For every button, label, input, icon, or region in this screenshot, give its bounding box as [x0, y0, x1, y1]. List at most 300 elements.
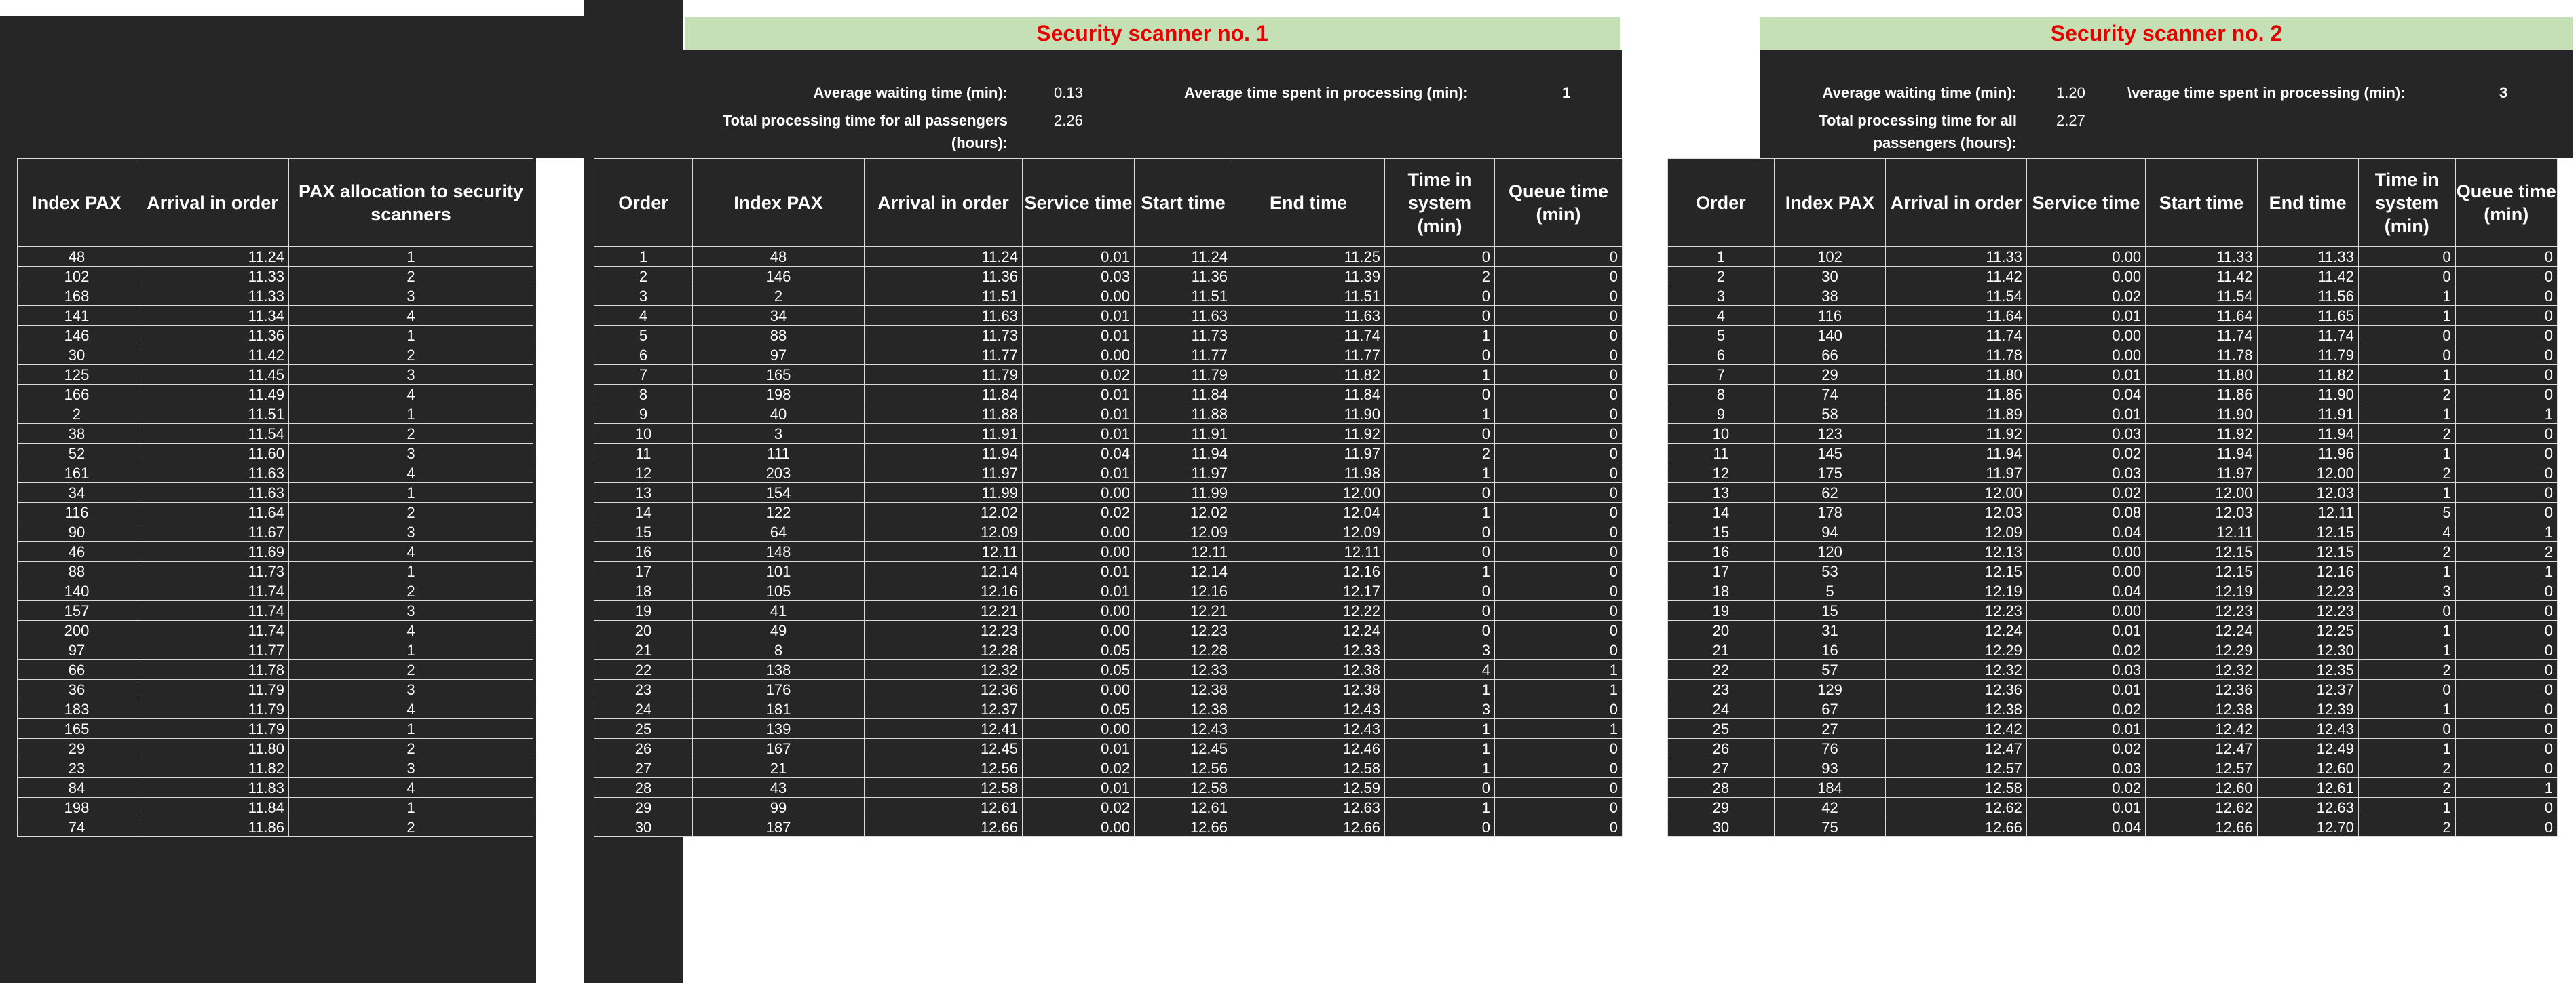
table-row: [1668, 601, 2558, 621]
table-cell: 12.56: [865, 758, 1023, 778]
table-cell: 0.03: [2026, 660, 2145, 680]
table-cell: 181: [693, 699, 865, 719]
table-cell: 1: [2358, 562, 2455, 581]
table-cell: 0: [2358, 247, 2455, 267]
table-cell: 97: [18, 640, 136, 660]
table-cell: 0: [1385, 542, 1495, 562]
table-cell: 52: [18, 444, 136, 463]
table-cell: 2: [289, 817, 533, 837]
table-cell: 0.02: [1023, 798, 1135, 817]
table-cell: 1: [2358, 404, 2455, 424]
table-cell: 21: [594, 640, 693, 660]
table-cell: 11.42: [1886, 267, 2027, 286]
table-cell: 15: [1668, 522, 1775, 542]
table-cell: 1: [2455, 522, 2557, 542]
table-cell: 11.74: [2257, 326, 2358, 345]
table-cell: 0.00: [1023, 522, 1135, 542]
table-cell: 11.74: [136, 601, 289, 621]
table-cell: 62: [1774, 483, 1885, 503]
table-cell: 11.97: [1886, 463, 2027, 483]
table-cell: 12: [594, 463, 693, 483]
table-cell: 203: [693, 463, 865, 483]
table-cell: 1: [1385, 739, 1495, 758]
table-cell: 14: [1668, 503, 1775, 522]
table-cell: 0: [1495, 326, 1623, 345]
table-cell: 11.24: [1135, 247, 1232, 267]
table-cell: 3: [1385, 699, 1495, 719]
table-cell: 0: [2455, 444, 2557, 463]
table-cell: 0.00: [1023, 601, 1135, 621]
table-cell: 0.01: [2026, 404, 2145, 424]
table-cell: 11.33: [2257, 247, 2358, 267]
table-row: [18, 365, 533, 385]
table-row: [1668, 798, 2558, 817]
table-cell: 12.47: [1886, 739, 2027, 758]
table-cell: 12.30: [2257, 640, 2358, 660]
table-cell: 12.38: [1886, 699, 2027, 719]
table-cell: 4: [289, 306, 533, 326]
table-cell: 11.36: [136, 326, 289, 345]
table-cell: 12.38: [1232, 660, 1385, 680]
table-cell: 12.11: [1135, 542, 1232, 562]
table-cell: 6: [594, 345, 693, 365]
table-cell: 11.42: [2146, 267, 2257, 286]
table-cell: 12.04: [1232, 503, 1385, 522]
table-cell: 0.00: [1023, 621, 1135, 640]
table-cell: 31: [1774, 621, 1885, 640]
table-cell: 12.03: [1886, 503, 2027, 522]
table-cell: 66: [18, 660, 136, 680]
table-cell: 1: [1385, 758, 1495, 778]
table-cell: 0.01: [1023, 581, 1135, 601]
table-cell: 0: [1495, 345, 1623, 365]
table-cell: 116: [18, 503, 136, 522]
table-cell: 0.02: [1023, 758, 1135, 778]
table-cell: 0.01: [1023, 778, 1135, 798]
table-cell: 0: [2455, 385, 2557, 404]
table-cell: 0: [2455, 758, 2557, 778]
table-cell: 0: [1385, 385, 1495, 404]
table-cell: 111: [693, 444, 865, 463]
table-cell: 0: [1495, 621, 1623, 640]
table-cell: 11.77: [1232, 345, 1385, 365]
table-cell: 11.74: [136, 581, 289, 601]
table-cell: 0: [2455, 640, 2557, 660]
table-cell: 16: [594, 542, 693, 562]
table-cell: 19: [594, 601, 693, 621]
header-end-time: End time: [1232, 159, 1385, 247]
table-cell: 40: [693, 404, 865, 424]
table-cell: 3: [289, 522, 533, 542]
table-cell: 90: [18, 522, 136, 542]
table-cell: 12.43: [1135, 719, 1232, 739]
table-cell: 12.16: [865, 581, 1023, 601]
table-cell: 3: [594, 286, 693, 306]
table-cell: 1: [2358, 699, 2455, 719]
table-cell: 0.03: [2026, 463, 2145, 483]
table-cell: 20: [1668, 621, 1775, 640]
table-cell: 11.74: [2146, 326, 2257, 345]
table-cell: 12.13: [1886, 542, 2027, 562]
table-cell: 12.63: [2257, 798, 2358, 817]
table-cell: 3: [289, 601, 533, 621]
table-cell: 12.22: [1232, 601, 1385, 621]
table-cell: 0.01: [1023, 562, 1135, 581]
table-cell: 11.90: [2146, 404, 2257, 424]
table-row: [18, 326, 533, 345]
table-row: [1668, 424, 2558, 444]
table-cell: 11.64: [2146, 306, 2257, 326]
table-cell: 18: [1668, 581, 1775, 601]
table-cell: 4: [1668, 306, 1775, 326]
table-cell: 11.79: [2257, 345, 2358, 365]
table-cell: 11.67: [136, 522, 289, 542]
table-cell: 2: [2358, 758, 2455, 778]
table-cell: 11.45: [136, 365, 289, 385]
table-cell: 29: [1774, 365, 1885, 385]
table-cell: 12.36: [2146, 680, 2257, 699]
table-cell: 1: [1385, 326, 1495, 345]
table-cell: 1: [2455, 404, 2557, 424]
table-cell: 139: [693, 719, 865, 739]
table-cell: 13: [594, 483, 693, 503]
table-cell: 25: [594, 719, 693, 739]
table-cell: 0: [1495, 404, 1623, 424]
table-cell: 11.94: [865, 444, 1023, 463]
table-cell: 11.63: [136, 483, 289, 503]
table-cell: 26: [594, 739, 693, 758]
table-cell: 1: [289, 640, 533, 660]
table-cell: 12.35: [2257, 660, 2358, 680]
table-cell: 1: [289, 404, 533, 424]
table-cell: 12.42: [2146, 719, 2257, 739]
table-cell: 12.24: [2146, 621, 2257, 640]
table-cell: 1: [1385, 798, 1495, 817]
table-cell: 11.82: [136, 758, 289, 778]
table-cell: 1: [289, 247, 533, 267]
table-cell: 34: [18, 483, 136, 503]
table-cell: 11.63: [1135, 306, 1232, 326]
table-cell: 2: [2455, 542, 2557, 562]
table-cell: 157: [18, 601, 136, 621]
table-cell: 24: [1668, 699, 1775, 719]
table-cell: 2: [289, 739, 533, 758]
table-cell: 1: [1495, 680, 1623, 699]
table-cell: 176: [693, 680, 865, 699]
table-cell: 1: [289, 798, 533, 817]
table-cell: 12.11: [1232, 542, 1385, 562]
table-cell: 0: [1495, 286, 1623, 306]
table-cell: 12.39: [2257, 699, 2358, 719]
table-cell: 12.47: [2146, 739, 2257, 758]
table-row: [1668, 562, 2558, 581]
table-cell: 123: [1774, 424, 1885, 444]
table-cell: 8: [594, 385, 693, 404]
table-row: [18, 463, 533, 483]
table-cell: 12.11: [2146, 522, 2257, 542]
table-cell: 11.56: [2257, 286, 2358, 306]
table-cell: 76: [1774, 739, 1885, 758]
table-cell: 1: [289, 562, 533, 581]
table-row: [1668, 444, 2558, 463]
table-cell: 0: [2358, 345, 2455, 365]
table-row: [18, 581, 533, 601]
table-cell: 4: [289, 778, 533, 798]
table-cell: 5: [1774, 581, 1885, 601]
table-cell: 0: [1495, 699, 1623, 719]
table-cell: 58: [1774, 404, 1885, 424]
table-cell: 11.65: [2257, 306, 2358, 326]
table-cell: 2: [289, 503, 533, 522]
table-cell: 11.60: [136, 444, 289, 463]
table-row: [18, 562, 533, 581]
table-cell: 12.15: [2146, 542, 2257, 562]
table-cell: 15: [1774, 601, 1885, 621]
table-cell: 12.43: [1232, 699, 1385, 719]
table-row: [594, 326, 1623, 345]
table-cell: 2: [289, 660, 533, 680]
table-cell: 12.02: [865, 503, 1023, 522]
table-cell: 0.01: [1023, 404, 1135, 424]
table-cell: 12.43: [2257, 719, 2358, 739]
table-row: [18, 699, 533, 719]
table-cell: 0: [2358, 680, 2455, 699]
table-row: [18, 621, 533, 640]
table-cell: 0: [2455, 699, 2557, 719]
table-cell: 12.66: [1886, 817, 2027, 837]
table-cell: 12.57: [2146, 758, 2257, 778]
table-cell: 141: [18, 306, 136, 326]
table-row: [1668, 778, 2558, 798]
table-cell: 0.04: [1023, 444, 1135, 463]
table-cell: 146: [18, 326, 136, 345]
table-cell: 165: [18, 719, 136, 739]
table-cell: 12.49: [2257, 739, 2358, 758]
table-cell: 12.32: [1886, 660, 2027, 680]
table-cell: 1: [1385, 680, 1495, 699]
table-row: [1668, 503, 2558, 522]
table-cell: 12.15: [2146, 562, 2257, 581]
table-cell: 12.16: [1232, 562, 1385, 581]
table-cell: 3: [289, 444, 533, 463]
table-cell: 12.38: [1135, 680, 1232, 699]
table-cell: 0.02: [2026, 640, 2145, 660]
table-cell: 17: [594, 562, 693, 581]
header-arrival-in-order: Arrival in order: [1886, 159, 2027, 247]
table-cell: 0: [2455, 798, 2557, 817]
header-queue-time: Queue time (min): [1495, 159, 1623, 247]
table-row: [594, 719, 1623, 739]
table-row: [594, 247, 1623, 267]
table-cell: 53: [1774, 562, 1885, 581]
table-cell: 11.64: [1886, 306, 2027, 326]
table-row: [18, 798, 533, 817]
table-cell: 11.73: [1135, 326, 1232, 345]
table-row: [18, 444, 533, 463]
table-row: [1668, 739, 2558, 758]
table-cell: 12.66: [2146, 817, 2257, 837]
table-cell: 3: [1385, 640, 1495, 660]
scanner1-title: Security scanner no. 1: [684, 16, 1621, 50]
table-cell: 198: [18, 798, 136, 817]
table-row: [1668, 660, 2558, 680]
table-cell: 2: [2358, 463, 2455, 483]
table-cell: 11.99: [1135, 483, 1232, 503]
table-cell: 0: [2455, 463, 2557, 483]
table-cell: 12.62: [1886, 798, 2027, 817]
table-row: [18, 522, 533, 542]
table-cell: 0: [1495, 424, 1623, 444]
table-row: [594, 365, 1623, 385]
table-row: [1668, 699, 2558, 719]
table-cell: 23: [18, 758, 136, 778]
header-arrival-in-order: Arrival in order: [865, 159, 1023, 247]
table-cell: 41: [693, 601, 865, 621]
table-cell: 11.33: [136, 286, 289, 306]
table-cell: 3: [289, 680, 533, 699]
table-cell: 1: [1668, 247, 1775, 267]
table-row: [594, 267, 1623, 286]
table-cell: 7: [594, 365, 693, 385]
table-cell: 11.79: [136, 680, 289, 699]
table-cell: 122: [693, 503, 865, 522]
table-cell: 12.23: [1135, 621, 1232, 640]
table-cell: 11.86: [1886, 385, 2027, 404]
table-cell: 9: [1668, 404, 1775, 424]
table-cell: 2: [1668, 267, 1775, 286]
table-cell: 38: [1774, 286, 1885, 306]
table-cell: 1: [594, 247, 693, 267]
table-cell: 2: [289, 424, 533, 444]
scanner1-total-label-1: Total processing time for all passengers: [722, 112, 1008, 129]
table-row: [594, 522, 1623, 542]
table-cell: 166: [18, 385, 136, 404]
table-cell: 12.00: [2146, 483, 2257, 503]
table-cell: 12.33: [1135, 660, 1232, 680]
table-cell: 12.21: [1135, 601, 1232, 621]
table-row: [594, 286, 1623, 306]
table-cell: 11.94: [2257, 424, 2358, 444]
table-cell: 105: [693, 581, 865, 601]
table-cell: 0: [2358, 601, 2455, 621]
table-cell: 0: [1495, 640, 1623, 660]
table-cell: 0: [1385, 286, 1495, 306]
table-cell: 12.36: [1886, 680, 2027, 699]
pax-allocation-table: [17, 158, 533, 837]
table-cell: 11.83: [136, 778, 289, 798]
table-cell: 0: [2455, 680, 2557, 699]
table-cell: 12.66: [1232, 817, 1385, 837]
table-cell: 0.01: [2026, 365, 2145, 385]
table-cell: 0: [1495, 365, 1623, 385]
table-cell: 4: [2358, 522, 2455, 542]
table-cell: 12: [1668, 463, 1775, 483]
table-row: [18, 286, 533, 306]
table-cell: 0.02: [2026, 739, 2145, 758]
table-cell: 200: [18, 621, 136, 640]
table-cell: 3: [289, 365, 533, 385]
table-cell: 0.01: [2026, 680, 2145, 699]
table-cell: 12.63: [1232, 798, 1385, 817]
table-cell: 28: [1668, 778, 1775, 798]
table-cell: 0.01: [1023, 739, 1135, 758]
table-cell: 0: [2455, 817, 2557, 837]
table-cell: 17: [1668, 562, 1775, 581]
table-row: [594, 739, 1623, 758]
table-cell: 9: [594, 404, 693, 424]
table-cell: 0: [1495, 483, 1623, 503]
table-cell: 2: [594, 267, 693, 286]
table-cell: 11.74: [1232, 326, 1385, 345]
header-time-in-system: Time in system (min): [2358, 159, 2455, 247]
table-cell: 0.01: [1023, 463, 1135, 483]
table-cell: 11.86: [136, 817, 289, 837]
table-row: [18, 483, 533, 503]
table-cell: 12.23: [2257, 581, 2358, 601]
table-cell: 0: [2455, 326, 2557, 345]
table-cell: 94: [1774, 522, 1885, 542]
table-cell: 12.25: [2257, 621, 2358, 640]
table-cell: 1: [1385, 562, 1495, 581]
table-cell: 12.16: [2257, 562, 2358, 581]
table-cell: 26: [1668, 739, 1775, 758]
table-row: [594, 798, 1623, 817]
table-cell: 1: [2358, 640, 2455, 660]
table-cell: 11.24: [136, 247, 289, 267]
table-cell: 0: [1495, 444, 1623, 463]
table-cell: 2: [693, 286, 865, 306]
table-cell: 11.73: [136, 562, 289, 581]
scanner1-avg-wait-label: Average waiting time (min):: [813, 84, 1008, 101]
table-cell: 11.94: [1135, 444, 1232, 463]
table-row: [1668, 817, 2558, 837]
table-cell: 1: [2455, 562, 2557, 581]
table-cell: 12.17: [1232, 581, 1385, 601]
table-cell: 0: [2455, 345, 2557, 365]
table-cell: 23: [594, 680, 693, 699]
table-cell: 11.33: [2146, 247, 2257, 267]
table-cell: 12.09: [1135, 522, 1232, 542]
table-row: [18, 680, 533, 699]
table-cell: 0.01: [2026, 798, 2145, 817]
table-cell: 6: [1668, 345, 1775, 365]
header-start-time: Start time: [1135, 159, 1232, 247]
table-cell: 12.58: [1886, 778, 2027, 798]
table-cell: 12.23: [865, 621, 1023, 640]
table-cell: 1: [1385, 463, 1495, 483]
table-cell: 2: [1385, 267, 1495, 286]
table-row: [1668, 365, 2558, 385]
table-row: [594, 385, 1623, 404]
table-cell: 12.15: [2257, 522, 2358, 542]
table-cell: 42: [1774, 798, 1885, 817]
table-cell: 0: [1495, 503, 1623, 522]
table-cell: 0: [2358, 326, 2455, 345]
table-row: [594, 660, 1623, 680]
table-cell: 74: [18, 817, 136, 837]
table-cell: 0: [2455, 503, 2557, 522]
table-row: [594, 424, 1623, 444]
table-cell: 12.38: [1232, 680, 1385, 699]
table-row: [1668, 758, 2558, 778]
table-cell: 11.99: [865, 483, 1023, 503]
header-pax-allocation: PAX allocation to security scanners: [289, 159, 533, 247]
table-cell: 12.16: [1135, 581, 1232, 601]
table-cell: 0.05: [1023, 640, 1135, 660]
table-row: [594, 581, 1623, 601]
table-cell: 11.78: [1886, 345, 2027, 365]
table-cell: 11.51: [136, 404, 289, 424]
